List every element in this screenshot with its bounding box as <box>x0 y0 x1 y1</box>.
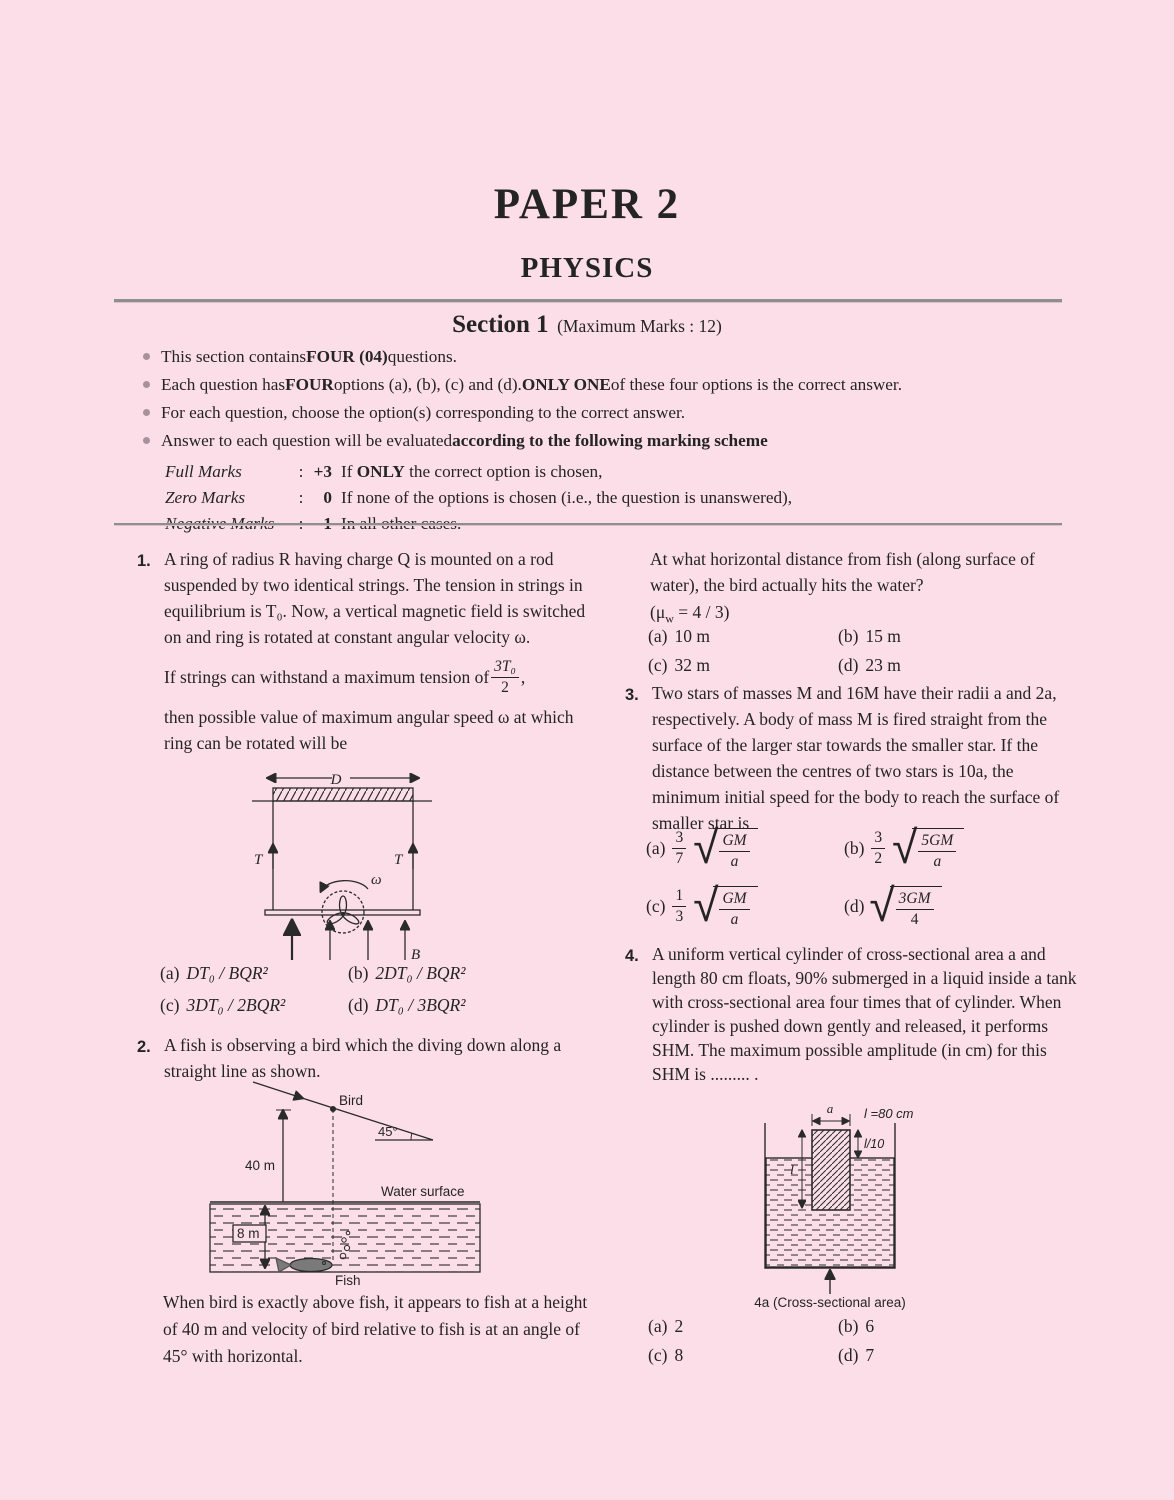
cylinder-length-label: l =80 cm <box>864 1106 914 1121</box>
fraction-numerator: 3T₀ <box>491 658 519 678</box>
question-2-body: A fish is observing a bird which the diving down along a straight line as shown. <box>164 1035 562 1081</box>
q2-bird-fish-diagram <box>205 1080 495 1295</box>
mu-pre: (μ <box>650 602 666 622</box>
dive-line-arrow <box>253 1082 302 1098</box>
q1-tension-text: If strings can withstand a maximum tension of <box>164 667 490 687</box>
option-label: (a) <box>646 837 666 858</box>
fraction-denominator: 3 <box>675 907 684 925</box>
question-3 <box>625 680 1075 836</box>
q2-option-b <box>838 626 901 647</box>
radical-expression <box>892 819 964 874</box>
option-formula: 2DT₀ / BQR² <box>375 963 466 983</box>
mu-subscript: w <box>665 611 674 626</box>
radicand-numerator: 5GM <box>918 832 956 852</box>
q1-ring-diagram <box>240 765 440 970</box>
tension-label-right: T <box>394 852 403 868</box>
cylinder-width-label: a <box>826 1101 834 1116</box>
q2-continuation-text: At what horizontal distance from fish (along surface of water), the bird actually hits the water? <box>650 549 1035 595</box>
bird-label: Bird <box>339 1093 364 1108</box>
q1-tension-comma: , <box>520 667 526 687</box>
section-marks-note-text: (Maximum Marks : 12) <box>557 316 722 336</box>
fraction-numerator: 1 <box>672 887 686 907</box>
fraction-denominator: 7 <box>675 849 684 867</box>
marking-colon: : <box>298 488 304 507</box>
radicand-denominator: 4 <box>910 910 919 928</box>
marking-label: Full Marks <box>165 462 242 481</box>
divider-instructions-bottom <box>114 523 1062 526</box>
question-2-body2: When bird is exactly above fish, it appears to fish at a height of 40 m and velocity of bird relative to fish is at an angle of 45° with horizontal. <box>163 1292 588 1366</box>
instruction-bullet-2: Each question has FOUR options (a), (b), (c) and (d). ONLY ONE of these four options is the correct answer. <box>143 375 1078 395</box>
option-label: (b) <box>838 626 859 646</box>
option-value: 7 <box>865 1345 875 1365</box>
option-formula: 3DT₀ / 2BQR² <box>186 995 286 1015</box>
radicand-denominator: a <box>933 852 942 870</box>
option-label: (c) <box>160 995 180 1015</box>
radical-expression <box>869 877 941 932</box>
option-label: (d) <box>838 655 859 675</box>
question-1-body2: then possible value of maximum angular speed ω at which ring can be rotated will be <box>164 707 574 753</box>
question-2-continuation <box>650 546 1074 632</box>
radical-sign: √ <box>693 819 719 874</box>
paper-title: PAPER 2 <box>493 181 681 228</box>
coefficient-fraction <box>672 887 686 926</box>
width-label: D <box>330 772 342 788</box>
q2-option-c <box>648 655 838 676</box>
question-4-body: A uniform vertical cylinder of cross-sectional area a and length 80 cm floats, 90% submerged in a liquid inside a tank with cross-sectional area four times that of cylinder. When cylinder is pushed down gently and released, it performs SHM. The maximum possible amplitude (in cm) for this SHM is ......... . <box>652 944 1077 1084</box>
radicand-numerator: 3GM <box>896 890 934 910</box>
instructions-list <box>143 347 1078 537</box>
coefficient-fraction <box>672 829 686 868</box>
marking-value: 0 <box>323 488 332 507</box>
q3-option-c <box>646 877 844 932</box>
ceiling-hatch <box>273 788 413 801</box>
tank-area-label: 4a (Cross-sectional area) <box>754 1295 906 1310</box>
option-label: (c) <box>648 1345 668 1365</box>
q4-option-a <box>648 1316 838 1337</box>
q3-option-d <box>844 877 964 932</box>
option-value: 8 <box>674 1345 684 1365</box>
fraction-numerator: 3 <box>672 829 686 849</box>
option-label: (c) <box>646 895 666 916</box>
marking-colon: : <box>298 462 304 481</box>
option-label: (b) <box>348 963 369 983</box>
q4-option-c <box>648 1345 838 1366</box>
question-4-number: 4. <box>625 947 639 965</box>
q3-options <box>646 819 964 932</box>
q4-option-d <box>838 1345 874 1366</box>
marking-desc: If ONLY the correct option is chosen, <box>341 462 603 481</box>
radical-expression <box>693 819 757 874</box>
option-value: 15 m <box>865 626 901 646</box>
instruction-bullet-1: This section contains FOUR (04) questions. <box>143 347 1078 367</box>
option-label: (d) <box>838 1345 859 1365</box>
option-value: 2 <box>674 1316 684 1336</box>
tension-label-left: T <box>254 852 263 868</box>
subject-title: PHYSICS <box>520 252 654 284</box>
divider-top <box>114 299 1062 303</box>
angle-label: 45° <box>378 1124 398 1139</box>
q1-tension-fraction <box>491 658 519 697</box>
q2-option-d <box>838 655 901 676</box>
q1-option-d <box>348 995 466 1016</box>
water-surface-label: Water surface <box>381 1184 465 1199</box>
section-heading <box>0 311 1174 339</box>
radicand-denominator: a <box>730 910 739 928</box>
option-label: (d) <box>348 995 369 1015</box>
q2-option-a <box>648 626 838 647</box>
question-3-number: 3. <box>625 686 639 704</box>
length-label: l <box>790 1163 794 1178</box>
radicand-numerator: GM <box>719 890 749 910</box>
fraction-numerator: 3 <box>871 829 885 849</box>
question-4 <box>625 942 1077 1086</box>
q3-option-a <box>646 819 844 874</box>
q1-option-a <box>160 963 348 984</box>
omega-label: ω <box>371 872 382 888</box>
option-label: (b) <box>844 837 865 858</box>
question-1 <box>137 546 589 756</box>
depth-label: 8 m <box>237 1226 260 1241</box>
q1-option-b <box>348 963 466 984</box>
radical-expression <box>693 877 757 932</box>
q4-cylinder-tank-diagram <box>742 1098 992 1313</box>
q2-options <box>648 626 901 676</box>
option-label: (c) <box>648 655 668 675</box>
fish-label: Fish <box>335 1273 361 1288</box>
angle-arc <box>411 1133 412 1140</box>
radical-sign: √ <box>869 877 895 932</box>
dive-line <box>302 1098 433 1140</box>
option-value: 6 <box>865 1316 875 1336</box>
option-label: (d) <box>844 895 865 916</box>
option-label: (b) <box>838 1316 859 1336</box>
q3-option-b <box>844 819 964 874</box>
height-label: 40 m <box>244 1158 275 1173</box>
coefficient-fraction <box>871 829 885 868</box>
q4-option-b <box>838 1316 874 1337</box>
question-3-body: Two stars of masses M and 16M have their radii a and 2a, respectively. A body of mass M is fired straight from the surface of the larger star towards the smaller star. If the distance between the centres of two stars is 10a, the minimum initial speed for the body to reach the surface of smaller star is <box>652 683 1060 833</box>
radicand-numerator: GM <box>719 832 749 852</box>
option-value: 32 m <box>674 655 710 675</box>
radical-sign: √ <box>693 877 719 932</box>
cylinder <box>812 1130 850 1210</box>
marking-row-zero <box>165 485 1078 511</box>
mu-post: = 4 / 3) <box>673 602 730 622</box>
question-1-body: A ring of radius R having charge Q is mounted on a rod suspended by two identical strings. The tension in strings in equilibrium is T₀. Now, a vertical magnetic field is switched on and ring is rotated at constant angular velocity ω. <box>164 549 586 647</box>
option-value: 10 m <box>674 626 710 646</box>
section-title: Section 1 <box>452 311 549 338</box>
option-label: (a) <box>648 1316 668 1336</box>
ring-propeller <box>326 896 361 926</box>
fraction-denominator: 2 <box>874 849 883 867</box>
instruction-bullet-3: For each question, choose the option(s) corresponding to the correct answer. <box>143 403 1078 423</box>
question-2-number: 2. <box>137 1038 151 1056</box>
option-label: (a) <box>160 963 180 983</box>
fraction-denominator: 2 <box>501 678 509 696</box>
marking-value: +3 <box>313 462 332 481</box>
option-label: (a) <box>648 626 668 646</box>
marking-desc: If none of the options is chosen (i.e., the question is unanswered), <box>341 488 793 507</box>
radicand-denominator: a <box>730 852 739 870</box>
question-2 <box>137 1032 589 1084</box>
option-value: 23 m <box>865 655 901 675</box>
marking-row-full <box>165 459 1078 485</box>
omega-rotation-arrow <box>321 881 368 891</box>
above-liquid-label: l/10 <box>864 1137 885 1151</box>
instruction-bullet-4: Answer to each question will be evaluated according to the following marking scheme <box>143 431 1078 451</box>
field-label: B <box>411 947 421 963</box>
option-formula: DT₀ / 3BQR² <box>375 995 466 1015</box>
marking-label: Zero Marks <box>165 488 246 507</box>
q4-options <box>648 1316 874 1366</box>
option-formula: DT₀ / BQR² <box>186 963 268 983</box>
radical-sign: √ <box>892 819 918 874</box>
question-1-number: 1. <box>137 552 151 570</box>
q1-options <box>160 963 466 1016</box>
q1-option-c <box>160 995 348 1016</box>
